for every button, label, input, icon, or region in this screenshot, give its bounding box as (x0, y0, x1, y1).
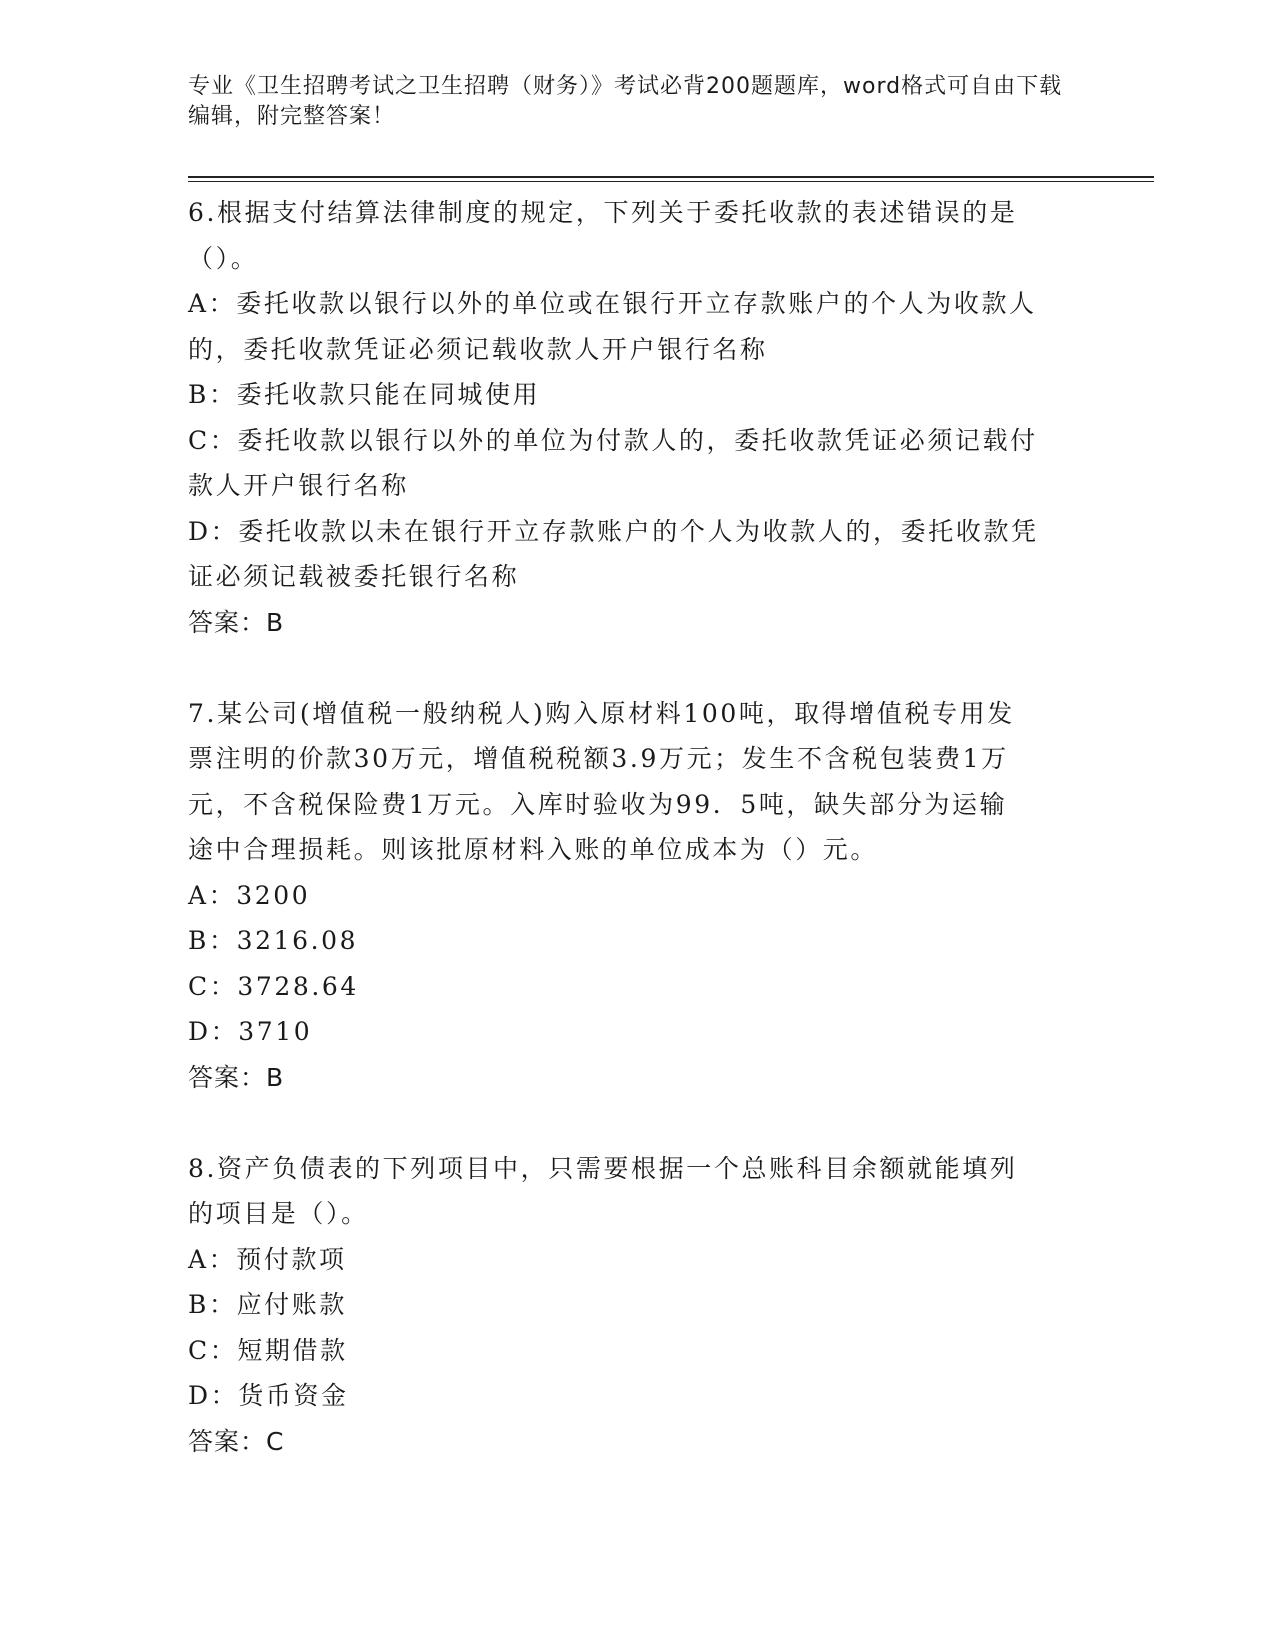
question-spacer (188, 646, 1088, 691)
option-c: C：3728.64 (188, 971, 359, 1001)
option-d-continued: 证必须记载被委托银行名称 (188, 562, 520, 591)
question-stem-line: 的项目是（）。 (188, 1199, 369, 1228)
option-a: A：委托收款以银行以外的单位或在银行开立存款账户的个人为收款人 (188, 289, 1037, 318)
question-7 (188, 691, 1088, 1101)
option-b: B：3216.08 (188, 926, 359, 955)
answer-label: 答案：B (188, 607, 285, 637)
answer-label: 答案：B (188, 1062, 285, 1092)
question-stem-line: 途中合理损耗。则该批原材料入账的单位成本为（）元。 (188, 835, 879, 864)
option-b: B：委托收款只能在同城使用 (188, 380, 541, 409)
question-8 (188, 1146, 1088, 1465)
option-c-continued: 款人开户银行名称 (188, 471, 409, 500)
option-a: A：预付款项 (188, 1244, 347, 1274)
question-stem-line: 7.某公司(增值税一般纳税人)购入原材料100吨，取得增值税专用发 (188, 698, 1015, 728)
question-list (188, 190, 1088, 1465)
option-c: C：委托收款以银行以外的单位为付款人的，委托收款凭证必须记载付 (188, 425, 1038, 455)
option-d: D：货币资金 (188, 1381, 349, 1410)
question-6 (188, 190, 1088, 646)
option-a: A：3200 (188, 880, 311, 910)
option-a-continued: 的，委托收款凭证必须记载收款人开户银行名称 (188, 334, 768, 364)
option-d: D：3710 (188, 1017, 313, 1046)
question-stem-line: 8.资产负债表的下列项目中，只需要根据一个总账科目余额就能填列 (188, 1153, 1018, 1183)
header-divider-thin (188, 181, 1154, 182)
question-stem-line: 元，不含税保险费1万元。入库时验收为99．5吨，缺失部分为运输 (188, 789, 1008, 819)
question-stem-line: 票注明的价款30万元，增值税税额3.9万元；发生不含税包装费1万 (188, 744, 1009, 773)
option-b: B：应付账款 (188, 1290, 347, 1319)
document-header: 专业《卫生招聘考试之卫生招聘（财务）》考试必背200题题库，word格式可自由下载编辑，附完整答案！ (188, 74, 1063, 129)
header-divider-thick (188, 176, 1154, 178)
option-d: D：委托收款以未在银行开立存款账户的个人为收款人的，委托收款凭 (188, 516, 1039, 546)
answer-label: 答案：C (188, 1426, 285, 1456)
question-stem-line: （）。 (188, 243, 259, 273)
question-spacer (188, 1101, 1088, 1146)
option-c: C：短期借款 (188, 1335, 348, 1365)
question-stem-line: 6.根据支付结算法律制度的规定，下列关于委托收款的表述错误的是 (188, 198, 1018, 227)
